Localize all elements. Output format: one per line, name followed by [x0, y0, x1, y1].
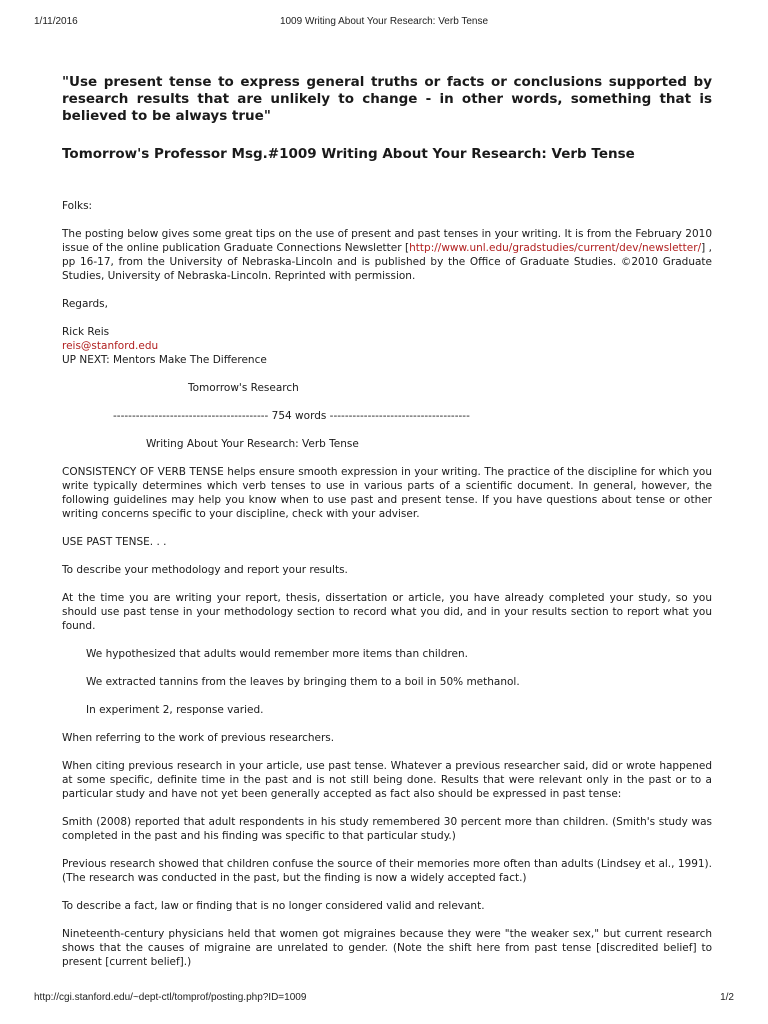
intro-text: The posting below gives some great tips on the use of present and past tenses in your writing. It is from the February 2010 issue of the online publication Graduate Connections Newsletter: [62, 228, 712, 254]
print-page-title: 1009 Writing About Your Research: Verb Tense: [279, 16, 489, 27]
example-sentence: We extracted tannins from the leaves by bringing them to a boil in 50% methanol.: [86, 676, 520, 688]
intro-rest: ] , pp 16-17, from the University of Nebraska-Lincoln and is published by the Office of Graduate Studies. ©2010 Graduate Studies, University of Nebraska-Lincoln. Reprinted with permission.: [62, 242, 713, 282]
up-next: UP NEXT: Mentors Make The Difference: [62, 354, 267, 366]
paragraph: When referring to the work of previous researchers.: [62, 732, 335, 744]
article-title: Tomorrow's Professor Msg.#1009 Writing About Your Research: Verb Tense: [62, 146, 635, 162]
paragraph: CONSISTENCY OF VERB TENSE helps ensure smooth expression in your writing. The practice of the discipline for which you write typically determines which verb tenses to use in various parts of a scientific document. In general, however, the following guidelines may help you know when to use past and present tense. If you have questions about tense or other writing concerns specific to your discipline, check with your adviser.: [62, 466, 712, 520]
print-footer: [34, 992, 734, 1006]
paragraph: At the time you are writing your report, thesis, dissertation or article, you have already completed your study, so you should use past tense in your methodology section to record what you did, and in your results section to report what you found.: [62, 592, 712, 632]
sender-name: Rick Reis: [62, 326, 110, 338]
sender-email-link[interactable]: reis@stanford.edu: [62, 340, 159, 352]
intro-bracket: [: [405, 242, 410, 254]
word-count-line: ----------------------------------------- 754 words -------------------------------------: [113, 410, 470, 422]
newsletter-link[interactable]: http://www.unl.edu/gradstudies/current/dev/newsletter/: [409, 242, 702, 254]
print-page-number: 1/2: [720, 992, 734, 1003]
pull-quote: "Use present tense to express general truths or facts or conclusions supported by research results that are unlikely to change - in other words, something that is believed to be always true": [62, 74, 712, 124]
paragraph: When citing previous research in your article, use past tense. Whatever a previous researcher said, did or wrote happened at some specific, definite time in the past and is not still being done. Results that were relevant only in the past or to a particular study and have not yet been generally accepted as fact also should be expressed in past tense:: [62, 760, 712, 800]
section-heading: USE PAST TENSE. . .: [62, 536, 167, 548]
greeting: Folks:: [62, 200, 93, 212]
sender-email[interactable]: [62, 339, 712, 353]
print-url: http://cgi.stanford.edu/~dept-ctl/tomprof/posting.php?ID=1009: [34, 992, 307, 1003]
example-sentence: In experiment 2, response varied.: [86, 704, 264, 716]
intro-paragraph: [62, 227, 712, 283]
paragraph: To describe a fact, law or finding that is no longer considered valid and relevant.: [62, 900, 485, 912]
example-sentence: We hypothesized that adults would remember more items than children.: [86, 648, 468, 660]
article-body: [62, 74, 712, 983]
paragraph: Previous research showed that children confuse the source of their memories more often than adults (Lindsey et al., 1991). (The research was conducted in the past, but the finding is now a widely accepted fact.): [62, 858, 712, 884]
paragraph: Smith (2008) reported that adult respondents in his study remembered 30 percent more than children. (Smith's study was completed in the past and his finding was specific to that particular study.): [62, 816, 712, 842]
section-label: Tomorrow's Research: [188, 382, 299, 394]
paragraph: To describe your methodology and report your results.: [62, 564, 348, 576]
print-header: [34, 16, 734, 30]
print-date: 1/11/2016: [34, 16, 78, 27]
regards: Regards,: [62, 298, 108, 310]
article-subtitle: Writing About Your Research: Verb Tense: [146, 438, 359, 450]
paragraph: Nineteenth-century physicians held that women got migraines because they were "the weaker sex," but current research shows that the causes of migraine are unrelated to gender. (Note the shift here from past tense [discredited belief] to present [current belief].): [62, 928, 712, 968]
